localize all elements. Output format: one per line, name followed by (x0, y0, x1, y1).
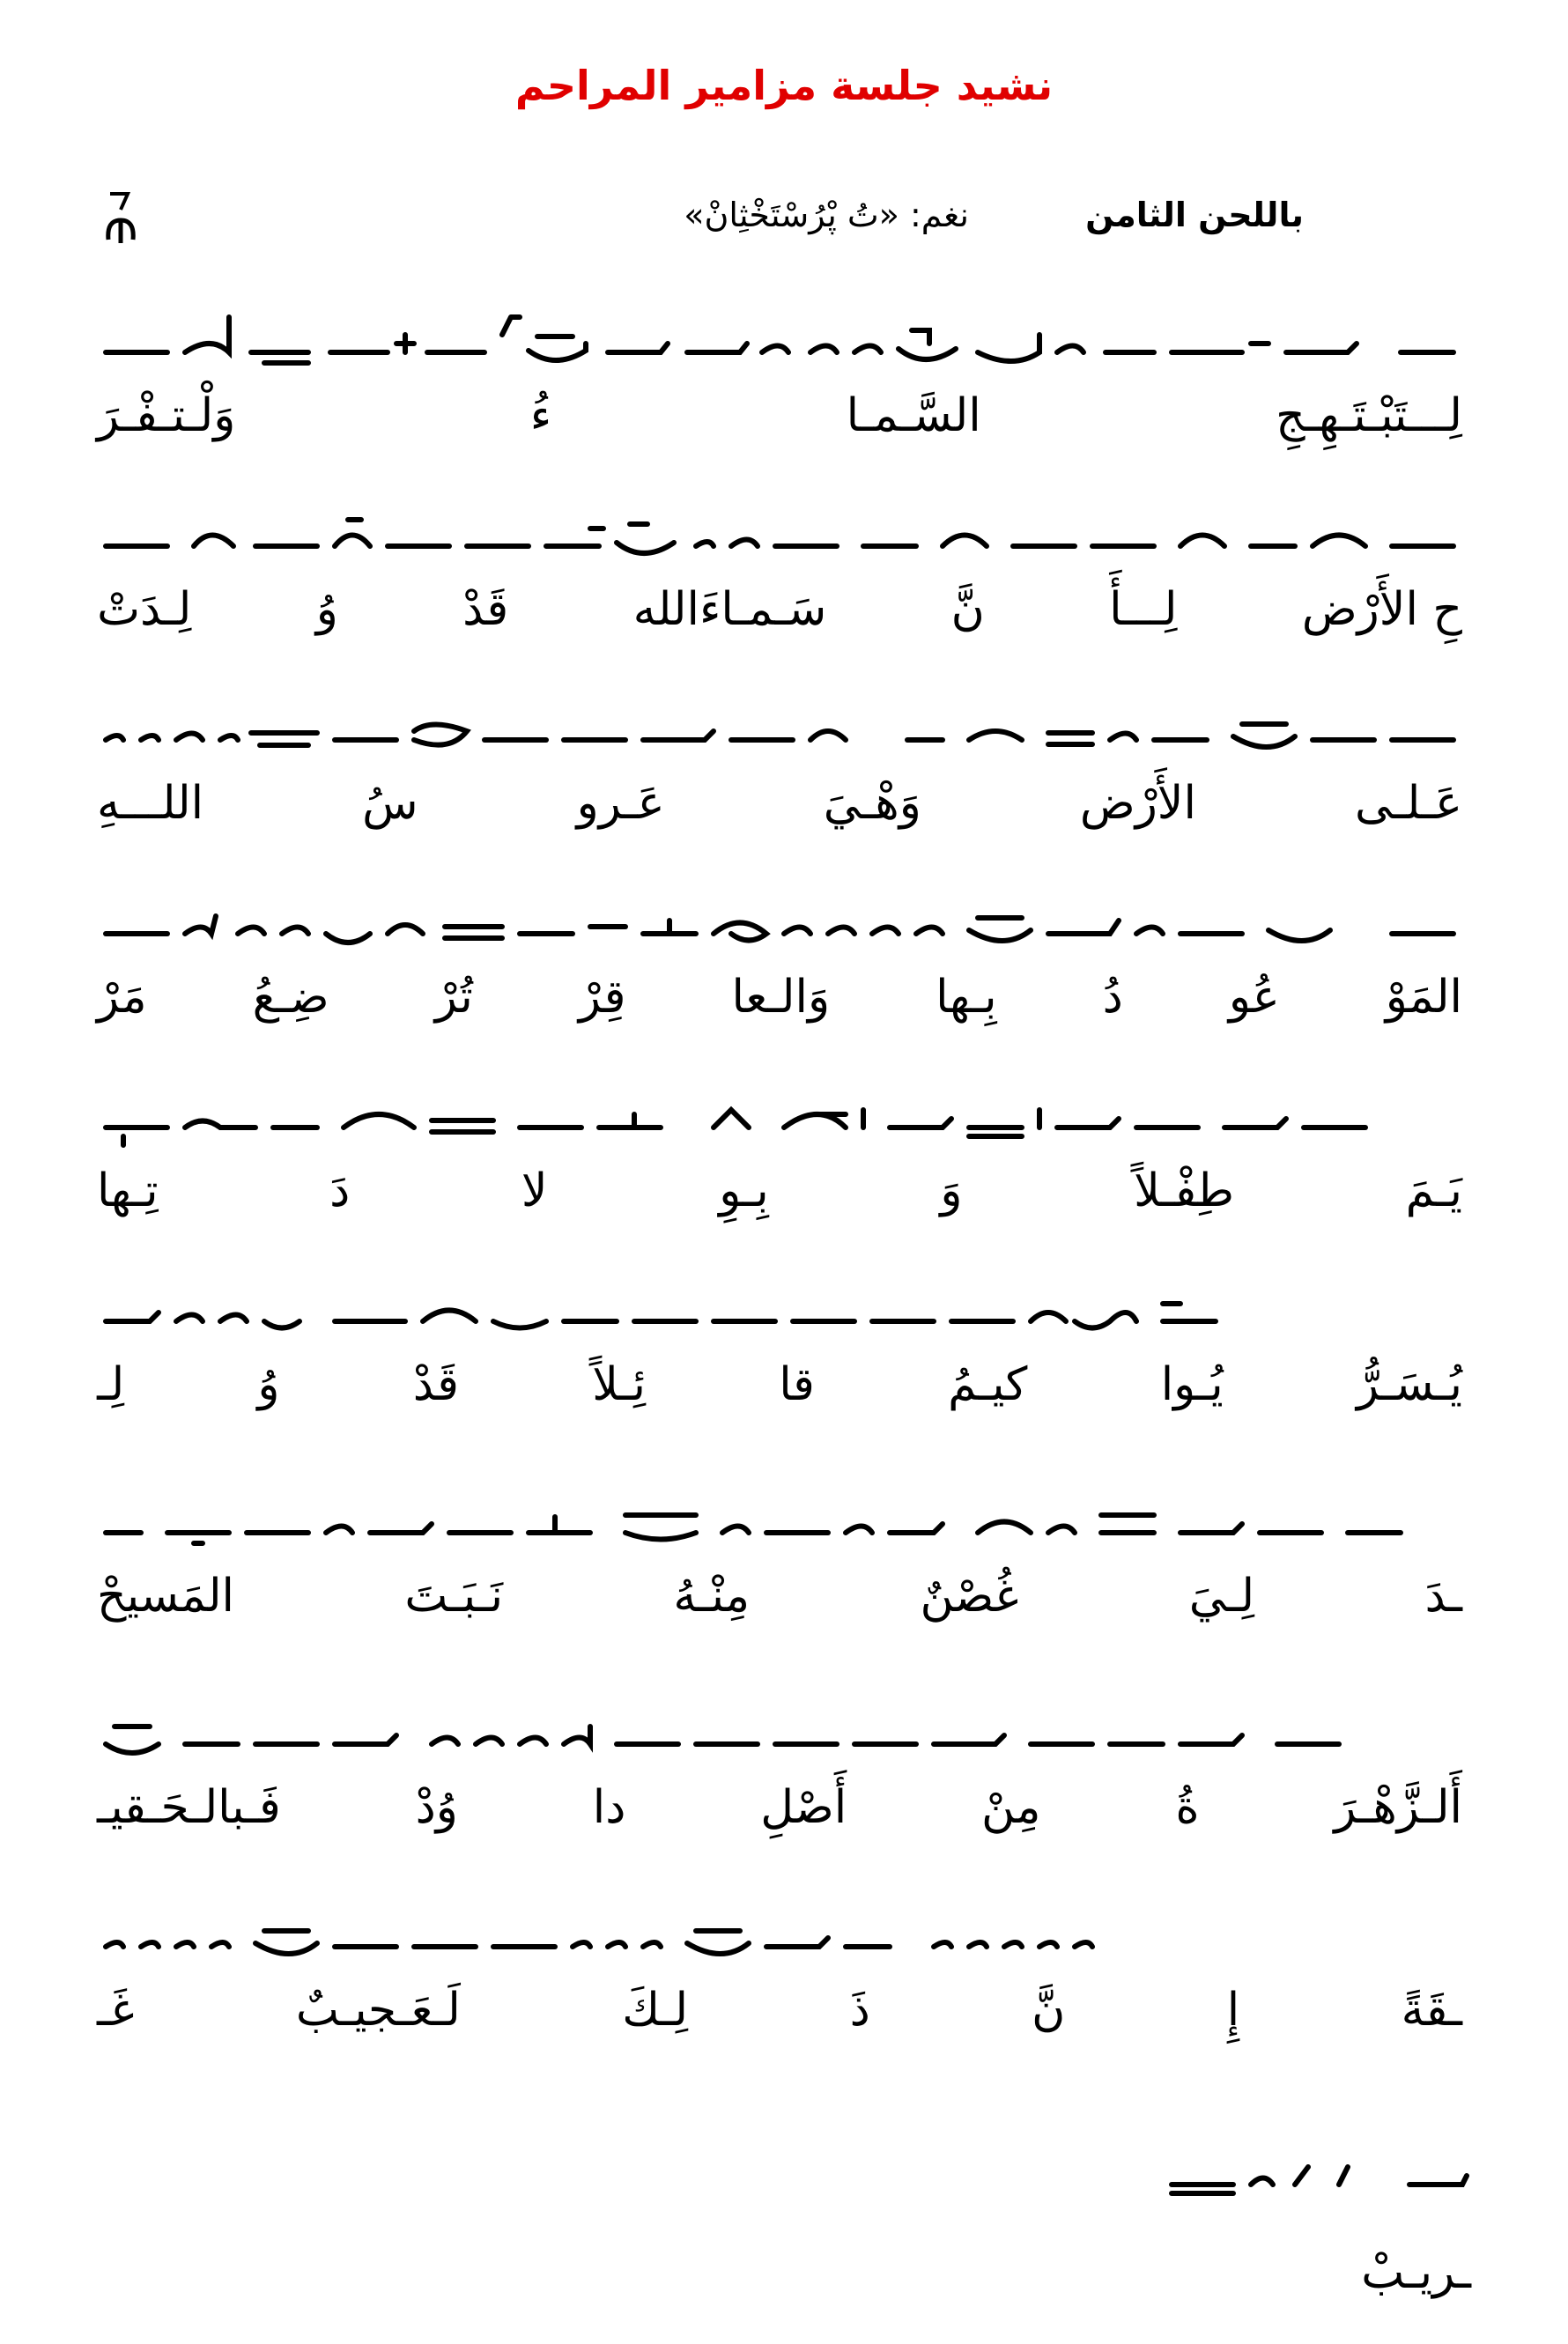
lyric-syllable: ضِـعُ (252, 971, 329, 1024)
lyric-syllable: لا (521, 1165, 548, 1217)
lyric-syllable: سَـمـاءَالله (632, 583, 827, 636)
chant-line-5 (97, 1057, 1462, 1233)
lyric-syllable: وُ (257, 1358, 280, 1411)
lyric-syllable: سُ (362, 777, 418, 830)
lyric-syllable: نَّ (1032, 1984, 1066, 2037)
lyric-syllable: اللـــهِ (97, 777, 204, 830)
lyric-syllable: لِـ (97, 1358, 125, 1411)
lyric-row (97, 381, 1462, 451)
lyric-syllable: فَـبالـحَـقيـ (97, 1781, 281, 1834)
chant-line-2 (97, 476, 1462, 652)
tone-sign-icon (101, 185, 145, 247)
lyric-syllable: عُو (1228, 971, 1280, 1024)
chant-line-6 (97, 1251, 1462, 1427)
lyric-syllable: غَـ (97, 1984, 135, 2037)
lyric-syllable: قَدْ (412, 1358, 459, 1411)
lyric-syllable: عَـلـى (1354, 777, 1462, 830)
neume-row-icon (97, 1462, 1462, 1559)
neume-row-icon (97, 1674, 1462, 1771)
lyric-syllable: لَـعَـجيـبٌ (295, 1984, 461, 2037)
chant-line-7 (97, 1462, 1462, 1638)
lyric-syllable: دُ (1102, 971, 1123, 1024)
lyric-syllable: نَّ (950, 583, 985, 636)
lyric-syllable: أَلـزَّهْـرَ (1334, 1781, 1462, 1834)
lyric-syllable: وَهْـيَ (823, 777, 921, 830)
lyric-syllable: السَّـمـا (846, 389, 981, 442)
lyric-syllable: ـدَ (1424, 1570, 1462, 1623)
mode-label: باللحن الثامن (1085, 196, 1304, 234)
chant-line-1 (97, 282, 1462, 458)
lyric-syllable: مِنْ (981, 1781, 1041, 1834)
lyric-row (97, 1772, 1462, 1843)
lyric-row (97, 1975, 1462, 2045)
chant-line-8 (97, 1674, 1462, 1850)
hymn-title: نشيد جلسة مزامير المراحم (514, 62, 1054, 109)
neume-row-icon (97, 476, 1462, 573)
neume-row-icon (97, 669, 1462, 766)
lyric-syllable: قِرْ (578, 971, 626, 1024)
neume-row-icon (97, 1876, 1462, 1973)
lyric-syllable: وَ (940, 1165, 963, 1217)
neume-row-icon (1119, 2114, 1471, 2211)
lyric-syllable: وُ (315, 583, 338, 636)
lyric-syllable: يُـسَـرُّ (1356, 1358, 1462, 1411)
chant-line-4 (97, 863, 1462, 1039)
lyric-row (97, 574, 1462, 645)
lyric-syllable: الأَرْض (1079, 777, 1196, 830)
lyric-syllable: ـقَةً (1401, 1984, 1462, 2037)
lyric-syllable: كيـمُ (948, 1358, 1028, 1411)
lyric-row (97, 1561, 1462, 1631)
lyric-syllable: تُرْ (434, 971, 473, 1024)
lyric-syllable: دا (592, 1781, 626, 1834)
lyric-syllable: غُصْنٌ (920, 1570, 1019, 1623)
lyric-row (97, 1156, 1462, 1226)
lyric-syllable: طِفْـلاً (1134, 1165, 1235, 1217)
lyric-syllable: قَدْ (462, 583, 509, 636)
neume-row-icon (97, 1057, 1462, 1154)
chant-line-final (1119, 2114, 1471, 2317)
lyric-row (1172, 2237, 1471, 2308)
lyric-syllable: ةُ (1175, 1781, 1200, 1834)
lyric-syllable: لِـيَ (1188, 1570, 1255, 1623)
lyric-syllable: تِـها (97, 1165, 159, 1217)
lyric-syllable: لِـدَتْ (97, 583, 192, 636)
lyric-syllable: وَلْـتـفْـرَ (97, 389, 236, 442)
lyric-syllable: بِـوِ (719, 1165, 769, 1217)
tone-label: نغم: «تُ پْرُسْتَخْثِانْ» (684, 196, 969, 234)
lyric-syllable: وَالـعا (731, 971, 831, 1024)
lyric-syllable: مِنْـهُ (673, 1570, 751, 1623)
lyric-row (97, 768, 1462, 839)
lyric-syllable: لِـكَ (622, 1984, 689, 2037)
neume-row-icon (97, 863, 1462, 960)
lyric-syllable: المَوْ (1385, 971, 1462, 1024)
lyric-syllable: ءُ (529, 389, 552, 442)
lyric-syllable: يُـوا (1160, 1358, 1224, 1411)
lyric-syllable: دَ (329, 1165, 351, 1217)
lyric-syllable: أَصْلِ (760, 1781, 847, 1834)
lyric-syllable: حِ الأَرْض (1301, 583, 1462, 636)
lyric-syllable: وُدْ (415, 1781, 458, 1834)
lyric-syllable: لِـــأَ (1109, 583, 1178, 636)
lyric-syllable: المَسيحْ (97, 1570, 234, 1623)
lyric-syllable: يَـمَ (1405, 1165, 1462, 1217)
lyric-syllable: ذَ (849, 1984, 870, 2037)
lyric-syllable: ئِـلاً (592, 1358, 646, 1411)
neume-row-icon (97, 1251, 1462, 1348)
neume-row-icon (97, 282, 1462, 379)
lyric-row (97, 1349, 1462, 1420)
lyric-syllable: إِ (1226, 1984, 1240, 2037)
chant-line-9 (97, 1876, 1462, 2052)
lyric-syllable: عَـرو (576, 777, 665, 830)
lyric-syllable: قا (779, 1358, 815, 1411)
chant-line-3 (97, 669, 1462, 846)
lyric-syllable: مَرْ (97, 971, 147, 1024)
lyric-syllable: لِـــتَبْـتَـهِـجِ (1276, 389, 1462, 442)
lyric-syllable: نَـبَـتَ (404, 1570, 504, 1623)
lyric-syllable: بِـها (936, 971, 997, 1024)
lyric-syllable: ـريـبْ (1361, 2246, 1471, 2299)
lyric-row (97, 962, 1462, 1032)
